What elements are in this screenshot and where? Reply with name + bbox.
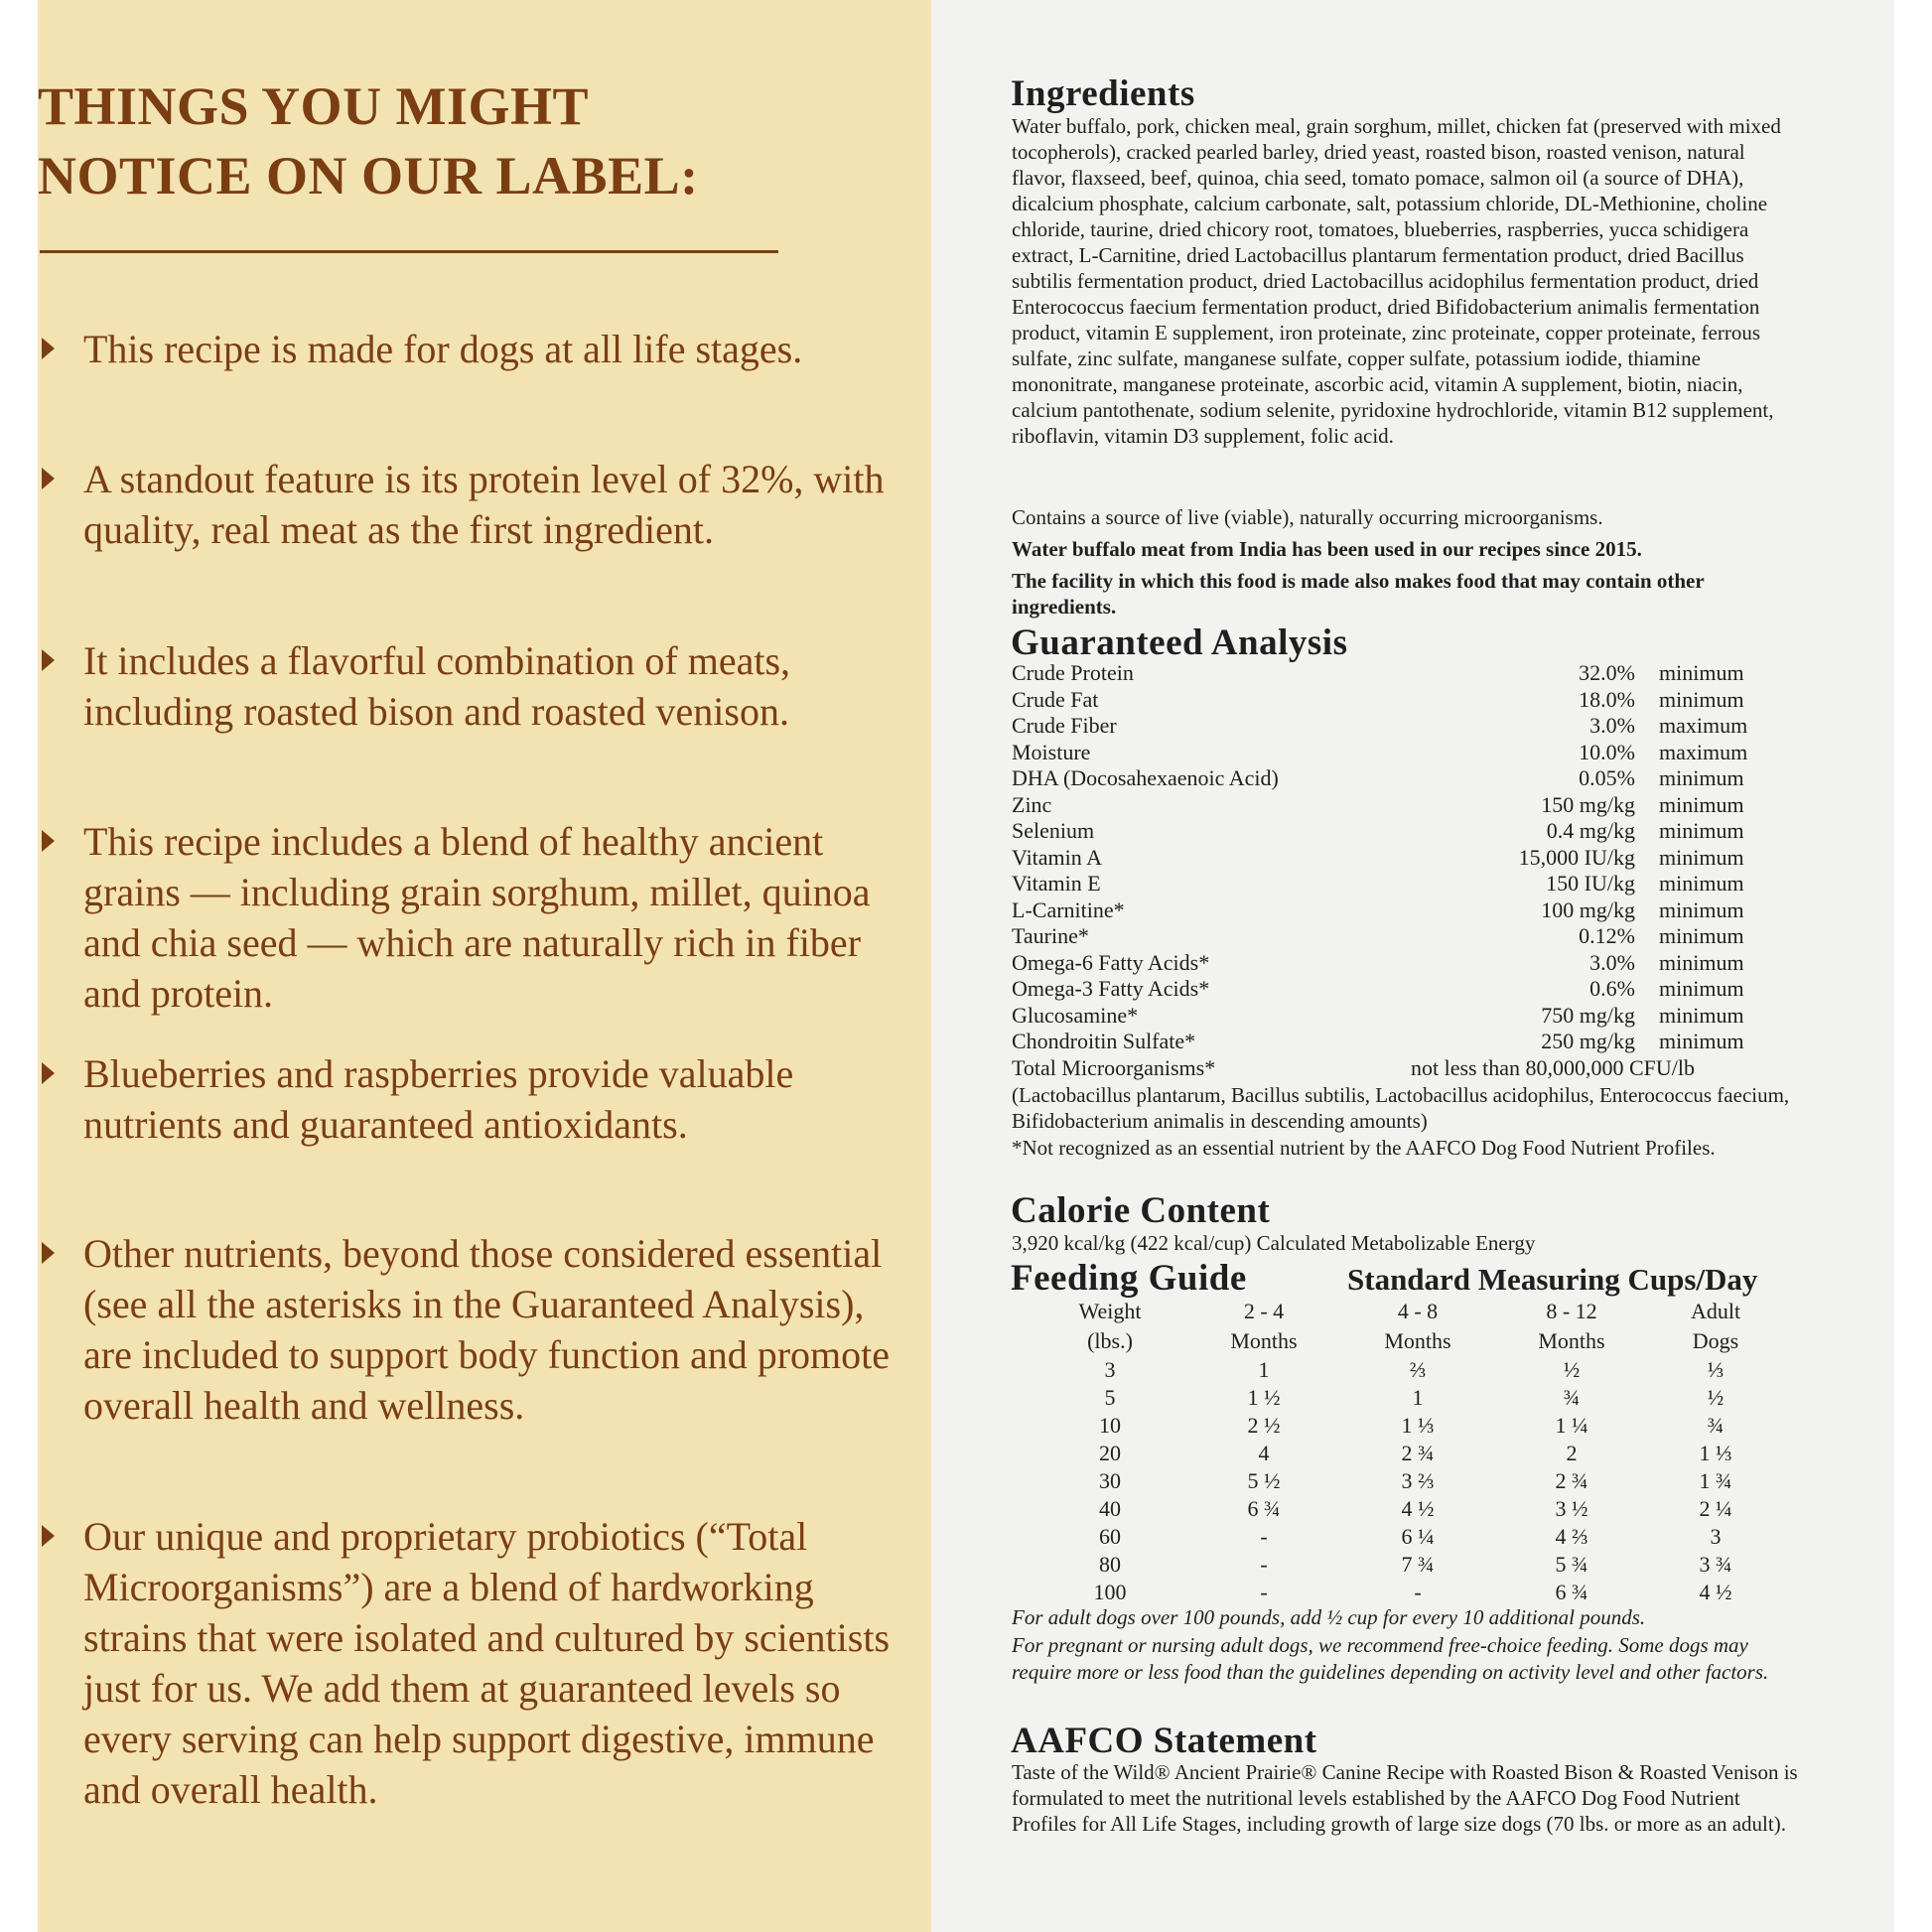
column-header: 8 - 12 xyxy=(1546,1299,1597,1323)
table-cell: 7 ¾ xyxy=(1401,1552,1435,1577)
nutrient-value: 10.0% xyxy=(1579,739,1635,764)
table-cell: 6 ¾ xyxy=(1555,1580,1588,1604)
analysis-heading: Guaranteed Analysis xyxy=(1011,622,1348,663)
column-header: Months xyxy=(1538,1328,1605,1353)
nutrient-qualifier: minimum xyxy=(1659,1002,1744,1028)
column-header: Dogs xyxy=(1692,1328,1739,1353)
nutrient-value: 0.12% xyxy=(1579,923,1635,948)
analysis-row xyxy=(1012,871,1796,897)
table-cell: 80 xyxy=(1099,1552,1121,1577)
bullet-text: Other nutrients, beyond those considered essential (see all the asterisks in the Guaranteed Analysis), are included to support body function and promote overall health and wellness. xyxy=(83,1231,891,1428)
table-cell: 30 xyxy=(1099,1468,1121,1493)
nutrient-qualifier: minimum xyxy=(1659,923,1744,948)
table-cell: 20 xyxy=(1099,1441,1121,1465)
table-cell: 1 ½ xyxy=(1247,1385,1281,1410)
nutrient-name: L-Carnitine* xyxy=(1012,897,1125,922)
analysis-row xyxy=(1012,765,1796,791)
feeding-row xyxy=(1031,1523,1785,1551)
column-header: (lbs.) xyxy=(1087,1328,1133,1353)
nutrient-qualifier: maximum xyxy=(1659,713,1748,738)
table-cell: 3 ¾ xyxy=(1699,1552,1732,1577)
left-title: THINGS YOU MIGHT NOTICE ON OUR LABEL: xyxy=(38,76,699,206)
analysis-row xyxy=(1012,1029,1796,1054)
nutrient-name: Vitamin A xyxy=(1012,844,1102,870)
nutrient-value: not less than 80,000,000 CFU/lb xyxy=(1411,1054,1696,1080)
table-cell: 5 xyxy=(1104,1385,1116,1410)
feeding-heading: Feeding Guide xyxy=(1011,1258,1247,1299)
column-header: Adult xyxy=(1690,1299,1741,1323)
table-cell: - xyxy=(1260,1552,1268,1577)
ingredients-note: Contains a source of live (viable), naturally occurring microorganisms. xyxy=(1012,505,1603,529)
feeding-subheading: Standard Measuring Cups/Day xyxy=(1347,1262,1758,1297)
table-cell: ⅔ xyxy=(1409,1357,1427,1382)
feeding-row xyxy=(1031,1579,1785,1606)
nutrient-qualifier: minimum xyxy=(1659,844,1744,870)
table-cell: 10 xyxy=(1099,1413,1121,1438)
analysis-row xyxy=(1012,740,1796,765)
column-header: Months xyxy=(1384,1328,1451,1353)
table-cell: - xyxy=(1260,1580,1268,1604)
column-header: Months xyxy=(1230,1328,1298,1353)
nutrient-value: 0.05% xyxy=(1579,765,1635,790)
nutrient-value: 18.0% xyxy=(1579,686,1635,712)
nutrient-name: Zinc xyxy=(1012,791,1052,817)
table-cell: 3 ⅔ xyxy=(1401,1468,1435,1493)
feeding-table xyxy=(1031,1297,1785,1606)
table-cell: ½ xyxy=(1707,1385,1725,1410)
nutrient-name: DHA (Docosahexaenoic Acid) xyxy=(1012,765,1279,790)
nutrient-value: 0.4 mg/kg xyxy=(1546,818,1635,843)
nutrient-name: Glucosamine* xyxy=(1012,1002,1139,1028)
nutrient-name: Total Microorganisms* xyxy=(1012,1054,1216,1080)
nutrient-qualifier: minimum xyxy=(1659,897,1744,922)
table-cell: 6 ¾ xyxy=(1247,1496,1281,1521)
analysis-row xyxy=(1012,897,1796,923)
nutrient-name: Vitamin E xyxy=(1012,871,1101,896)
analysis-row-microorganisms xyxy=(1012,1055,1796,1081)
table-cell: - xyxy=(1414,1580,1422,1604)
table-cell: 1 xyxy=(1258,1357,1270,1382)
nutrient-qualifier: maximum xyxy=(1659,739,1748,764)
table-cell: 1 ⅓ xyxy=(1401,1413,1435,1438)
aafco-statement: Taste of the Wild® Ancient Prairie® Canine Recipe with Roasted Bison & Roasted Venison is formulated to meet the nutritional levels established by the AAFCO Dog Food Nutrient Profiles for All Life Stages, including growth of large size dogs (70 lbs. or more as an adult). xyxy=(1012,1760,1798,1836)
calorie-heading: Calorie Content xyxy=(1011,1190,1271,1231)
bullet-text: Our unique and proprietary probiotics (“Total Microorganisms”) are a blend of hardworking strains that were isolated and cultured by scientists just for us. We add them at guaranteed levels so every serving can help support digestive, immune and overall health. xyxy=(83,1514,891,1812)
table-cell: 40 xyxy=(1099,1496,1121,1521)
bullet-arrow-icon xyxy=(42,1242,55,1264)
analysis-row xyxy=(1012,687,1796,713)
analysis-row xyxy=(1012,818,1796,844)
feeding-note-pregnant: For pregnant or nursing adult dogs, we recommend free-choice feeding. Some dogs may require more or less food than the guidelines depending on activity level and other factors. xyxy=(1012,1633,1769,1684)
nutrient-name: Crude Fiber xyxy=(1012,713,1117,738)
feeding-header-row xyxy=(1031,1297,1785,1326)
nutrient-qualifier: minimum xyxy=(1659,976,1744,1001)
nutrient-value: 3.0% xyxy=(1589,949,1635,975)
feeding-row xyxy=(1031,1384,1785,1412)
bullet-text: This recipe is made for dogs at all life stages. xyxy=(83,327,803,371)
ingredients-facility-note: The facility in which this food is made also makes food that may contain other ingredients. xyxy=(1012,569,1705,619)
table-cell: 2 ½ xyxy=(1247,1413,1281,1438)
table-cell: 1 ⅓ xyxy=(1699,1441,1732,1465)
nutrient-name: Taurine* xyxy=(1012,923,1089,948)
nutrient-value: 32.0% xyxy=(1579,660,1635,685)
nutrient-qualifier: minimum xyxy=(1659,949,1744,975)
ingredients-heading: Ingredients xyxy=(1011,73,1195,114)
bullet-arrow-icon xyxy=(42,830,55,852)
table-cell: 2 xyxy=(1566,1441,1578,1465)
nutrient-name: Crude Fat xyxy=(1012,686,1099,712)
bullet-arrow-icon xyxy=(42,338,55,359)
table-cell: ⅓ xyxy=(1707,1357,1725,1382)
table-cell: 100 xyxy=(1093,1580,1127,1604)
bullet-text: A standout feature is its protein level of 32%, with quality, real meat as the first ingredient. xyxy=(83,457,885,552)
nutrient-value: 3.0% xyxy=(1589,713,1635,738)
column-header: 2 - 4 xyxy=(1243,1299,1285,1323)
table-cell: 4 xyxy=(1258,1441,1270,1465)
bullet-text: It includes a flavorful combination of meats, including roasted bison and roasted venison. xyxy=(83,638,791,734)
feeding-note-adult: For adult dogs over 100 pounds, add ½ cup for every 10 additional pounds. xyxy=(1012,1605,1646,1629)
column-header: Weight xyxy=(1078,1299,1142,1323)
analysis-row xyxy=(1012,923,1796,949)
nutrient-qualifier: minimum xyxy=(1659,791,1744,817)
nutrient-value: 0.6% xyxy=(1589,976,1635,1001)
analysis-row xyxy=(1012,976,1796,1002)
bullet-text: Blueberries and raspberries provide valuable nutrients and guaranteed antioxidants. xyxy=(83,1051,794,1147)
table-cell: 1 xyxy=(1412,1385,1424,1410)
table-cell: - xyxy=(1260,1524,1268,1549)
ingredients-origin-note: Water buffalo meat from India has been used in our recipes since 2015. xyxy=(1012,537,1642,561)
feeding-row xyxy=(1031,1412,1785,1440)
feeding-row xyxy=(1031,1551,1785,1579)
table-cell: 4 ⅔ xyxy=(1555,1524,1588,1549)
table-cell: 3 xyxy=(1710,1524,1722,1549)
table-cell: 5 ½ xyxy=(1247,1468,1281,1493)
nutrient-name: Crude Protein xyxy=(1012,660,1134,685)
nutrient-value: 250 mg/kg xyxy=(1541,1029,1635,1053)
nutrient-qualifier: minimum xyxy=(1659,818,1744,843)
nutrient-name: Chondroitin Sulfate* xyxy=(1012,1029,1196,1053)
table-cell: 2 ¾ xyxy=(1555,1468,1588,1493)
bullet-arrow-icon xyxy=(42,1525,55,1547)
nutrient-qualifier: minimum xyxy=(1659,871,1744,896)
nutrient-name: Moisture xyxy=(1012,739,1091,764)
bullet-text: This recipe includes a blend of healthy ancient grains — including grain sorghum, millet, quinoa and chia seed — which are naturally rich in fiber and protein. xyxy=(83,819,871,1016)
analysis-row xyxy=(1012,845,1796,871)
ingredients-text: Water buffalo, pork, chicken meal, grain sorghum, millet, chicken fat (preserved with mixed tocopherols), cracked pearled barley, dried yeast, roasted bison, roasted venison, natural flavor, flaxseed, beef, quinoa, chia seed, tomato pomace, salmon oil (a source of DHA), dicalcium phosphate, calcium carbonate, salt, potassium chloride, DL-Methionine, choline chloride, taurine, dried chicory root, tomatoes, blueberries, raspberries, yucca schidigera extract, L-Carnitine, dried Lactobacillus plantarum fermentation product, dried Bacillus subtilis fermentation product, dried Lactobacillus acidophilus fermentation product, dried Enterococcus faecium fermentation product, dried Bifidobacterium animalis fermentation product, vitamin E supplement, iron proteinate, zinc proteinate, copper proteinate, ferrous sulfate, zinc sulfate, manganese sulfate, copper sulfate, potassium iodide, thiamine mononitrate, manganese proteinate, ascorbic acid, vitamin A supplement, biotin, niacin, calcium pantothenate, sodium selenite, pyridoxine hydrochloride, vitamin B12 supplement, riboflavin, vitamin D3 supplement, folic acid. xyxy=(1012,114,1781,448)
table-cell: 4 ½ xyxy=(1699,1580,1732,1604)
nutrient-name: Selenium xyxy=(1012,818,1095,843)
table-cell: 60 xyxy=(1099,1524,1121,1549)
nutrient-name: Omega-6 Fatty Acids* xyxy=(1012,949,1210,975)
analysis-row xyxy=(1012,1003,1796,1029)
column-header: 4 - 8 xyxy=(1397,1299,1439,1323)
nutrient-value: 150 mg/kg xyxy=(1541,791,1635,817)
title-divider xyxy=(40,250,778,253)
table-cell: 5 ¾ xyxy=(1555,1552,1588,1577)
nutrient-value: 100 mg/kg xyxy=(1541,897,1635,922)
feeding-header-row xyxy=(1031,1326,1785,1356)
table-cell: 6 ¼ xyxy=(1401,1524,1435,1549)
analysis-row xyxy=(1012,713,1796,739)
table-cell: ½ xyxy=(1563,1357,1581,1382)
nutrient-qualifier: minimum xyxy=(1659,1029,1744,1053)
bullet-arrow-icon xyxy=(42,649,55,671)
nutrient-value: 750 mg/kg xyxy=(1541,1002,1635,1028)
feeding-row xyxy=(1031,1495,1785,1523)
table-cell: 4 ½ xyxy=(1401,1496,1435,1521)
table-cell: ¾ xyxy=(1563,1385,1581,1410)
table-cell: 2 ¼ xyxy=(1699,1496,1732,1521)
aafco-heading: AAFCO Statement xyxy=(1011,1721,1317,1761)
analysis-table xyxy=(1012,660,1806,1097)
nutrient-qualifier: minimum xyxy=(1659,765,1744,790)
nutrient-qualifier: minimum xyxy=(1659,686,1744,712)
table-cell: 2 ¾ xyxy=(1401,1441,1435,1465)
feeding-row xyxy=(1031,1356,1785,1384)
nutrient-name: Omega-3 Fatty Acids* xyxy=(1012,976,1210,1001)
bullet-arrow-icon xyxy=(42,468,55,489)
microorganisms-note: (Lactobacillus plantarum, Bacillus subtilis, Lactobacillus acidophilus, Enterococcus faecium, Bifidobacterium animalis in descending amounts) xyxy=(1012,1083,1790,1133)
analysis-row xyxy=(1012,792,1796,818)
table-cell: 1 ¼ xyxy=(1555,1413,1588,1438)
calorie-text: 3,920 kcal/kg (422 kcal/cup) Calculated Metabolizable Energy xyxy=(1012,1231,1536,1255)
table-cell: 1 ¾ xyxy=(1699,1468,1732,1493)
analysis-row xyxy=(1012,950,1796,976)
feeding-row xyxy=(1031,1467,1785,1495)
table-cell: 3 xyxy=(1104,1357,1116,1382)
left-panel xyxy=(38,0,931,1932)
nutrient-qualifier: minimum xyxy=(1659,660,1744,685)
table-cell: ¾ xyxy=(1707,1413,1725,1438)
feeding-row xyxy=(1031,1440,1785,1467)
nutrient-value: 15,000 IU/kg xyxy=(1518,844,1635,870)
bullet-arrow-icon xyxy=(42,1062,55,1084)
table-cell: 3 ½ xyxy=(1555,1496,1588,1521)
nutrient-value: 150 IU/kg xyxy=(1546,871,1635,896)
aafco-footnote: *Not recognized as an essential nutrient by the AAFCO Dog Food Nutrient Profiles. xyxy=(1012,1136,1716,1160)
analysis-row xyxy=(1012,660,1796,686)
